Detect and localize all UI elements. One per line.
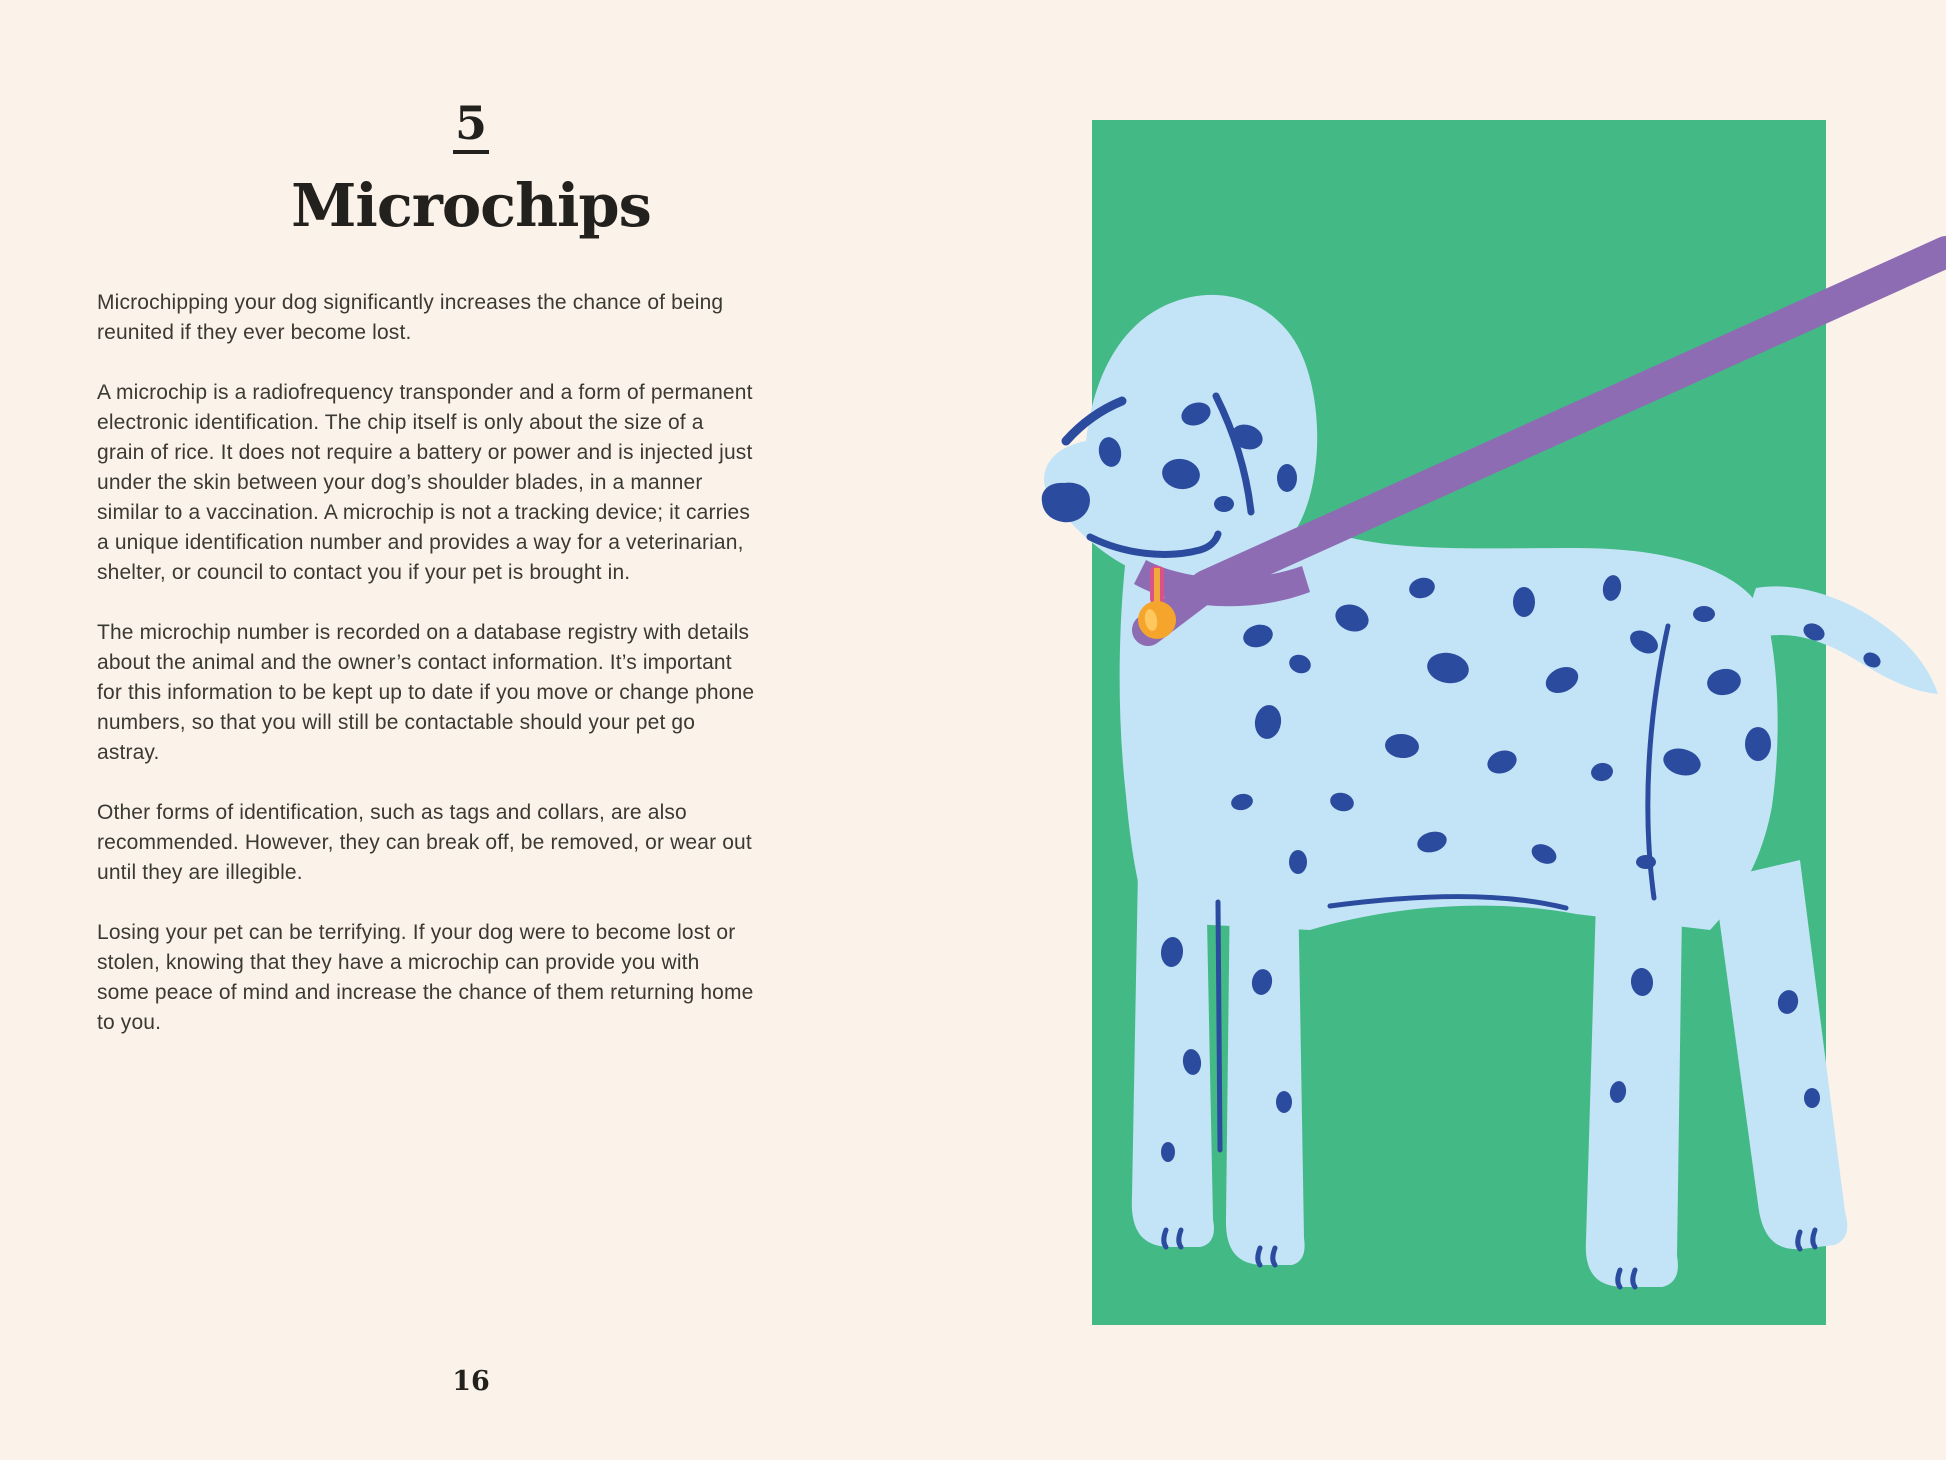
paragraph: A microchip is a radiofrequency transponder and a form of permanent electronic identification. The chip itself is only about the size of a grain of rice. It does not require a battery or power and is injected just under the skin between your dog’s shoulder blades, in a manner similar to a vaccination. A microchip is not a tracking device; it carries a unique identification number and provides a way for a veterinarian, shelter, or council to contact you if your pet is brought in. — [97, 381, 753, 584]
chapter-number-text: 5 — [453, 100, 489, 154]
tag-strap-center — [1154, 568, 1160, 602]
dog-front-leg — [1132, 870, 1214, 1247]
page-title: Microchips — [291, 171, 651, 240]
paragraph: Microchipping your dog significantly increases the chance of being reunited if they ever become lost. — [97, 291, 724, 344]
dog-rear-leg — [1586, 900, 1682, 1287]
paragraph: Losing your pet can be terrifying. If your dog were to become lost or stolen, knowing that they have a microchip can provide you with some peace of mind and increase the chance of them returning home to you. — [97, 921, 754, 1034]
dog-leg-separator-line — [1218, 902, 1220, 1150]
dog-front-leg — [1226, 880, 1305, 1265]
paragraph: The microchip number is recorded on a database registry with details about the animal and the owner’s contact information. It’s important for this information to be kept up to date if you move or change phone numbers, so that you will still be contactable should your pet go astray. — [97, 621, 755, 764]
page-number: 16 — [452, 1366, 490, 1397]
paragraph: Other forms of identification, such as tags and collars, are also recommended. However, they can break off, be removed, or wear out until they are illegible. — [97, 801, 752, 884]
